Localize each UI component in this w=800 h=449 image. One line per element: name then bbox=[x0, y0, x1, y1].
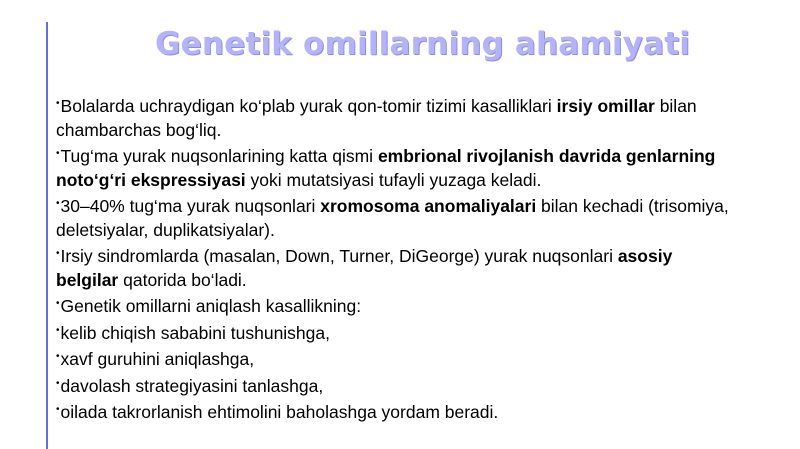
bullet-item bbox=[56, 319, 736, 346]
bullet-dot-icon: • bbox=[56, 377, 60, 389]
bullet-text: 30–40% tug‘ma yurak nuqsonlari bbox=[60, 196, 321, 216]
bullet-text: Bolalarda uchraydigan ko‘plab yurak qon-tomir tizimi kasalliklari bbox=[60, 96, 557, 116]
bullet-dot-icon: • bbox=[56, 198, 60, 209]
bullet-dot-icon: • bbox=[56, 248, 60, 259]
bullet-text: Tug‘ma yurak nuqsonlarining katta qismi bbox=[60, 146, 378, 166]
bullet-text-bold: embrional rivojlanish davrida genlarning noto‘g‘ri ekspressiyasi bbox=[56, 146, 716, 190]
bullet-text-bold: irsiy omillar bbox=[556, 96, 655, 116]
bullet-dot-icon: • bbox=[56, 148, 60, 159]
bullet-text: bilan chambarchas bog‘liq. bbox=[56, 96, 697, 140]
bullet-text-bold: xromosoma anomaliyalari bbox=[320, 196, 537, 216]
bullet-text: kelib chiqish sababini tushunishga, bbox=[60, 322, 330, 343]
bullet-text: bilan kechadi (trisomiya, deletsiyalar, duplikatsiyalar). bbox=[56, 196, 729, 240]
bullet-item bbox=[56, 92, 736, 142]
bullet-text: qatorida bo‘ladi. bbox=[118, 269, 247, 290]
bullet-item bbox=[56, 372, 736, 399]
bullet-dot-icon: • bbox=[56, 98, 60, 109]
bullet-text: Genetik omillarni aniqlash kasallikning: bbox=[60, 296, 362, 316]
bullet-text: Irsiy sindromlarda (masalan, Down, Turner, DiGeorge) yurak nuqsonlari bbox=[60, 246, 618, 266]
bullet-list bbox=[56, 92, 736, 425]
bullet-item bbox=[56, 345, 736, 372]
left-accent-rule bbox=[46, 22, 48, 449]
slide-title: Genetik omillarning ahamiyati bbox=[155, 26, 691, 62]
bullet-text: yoki mutatsiyasi tufayli yuzaga keladi. bbox=[245, 169, 542, 190]
bullet-dot-icon: • bbox=[56, 404, 60, 415]
bullet-dot-icon: • bbox=[56, 351, 60, 362]
bullet-item bbox=[56, 398, 736, 425]
bullet-item bbox=[56, 192, 736, 242]
bullet-dot-icon: • bbox=[56, 324, 60, 336]
bullet-item bbox=[56, 142, 736, 192]
bullet-text: davolash strategiyasini tanlashga, bbox=[60, 375, 324, 396]
bullet-text: xavf guruhini aniqlashga, bbox=[60, 349, 255, 369]
bullet-text: oilada takrorlanish ehtimolini baholashga yordam beradi. bbox=[60, 402, 499, 422]
bullet-text-bold: asosiy belgilar bbox=[56, 246, 673, 290]
bullet-item bbox=[56, 292, 736, 319]
bullet-item bbox=[56, 242, 736, 292]
bullet-dot-icon: • bbox=[56, 298, 60, 309]
